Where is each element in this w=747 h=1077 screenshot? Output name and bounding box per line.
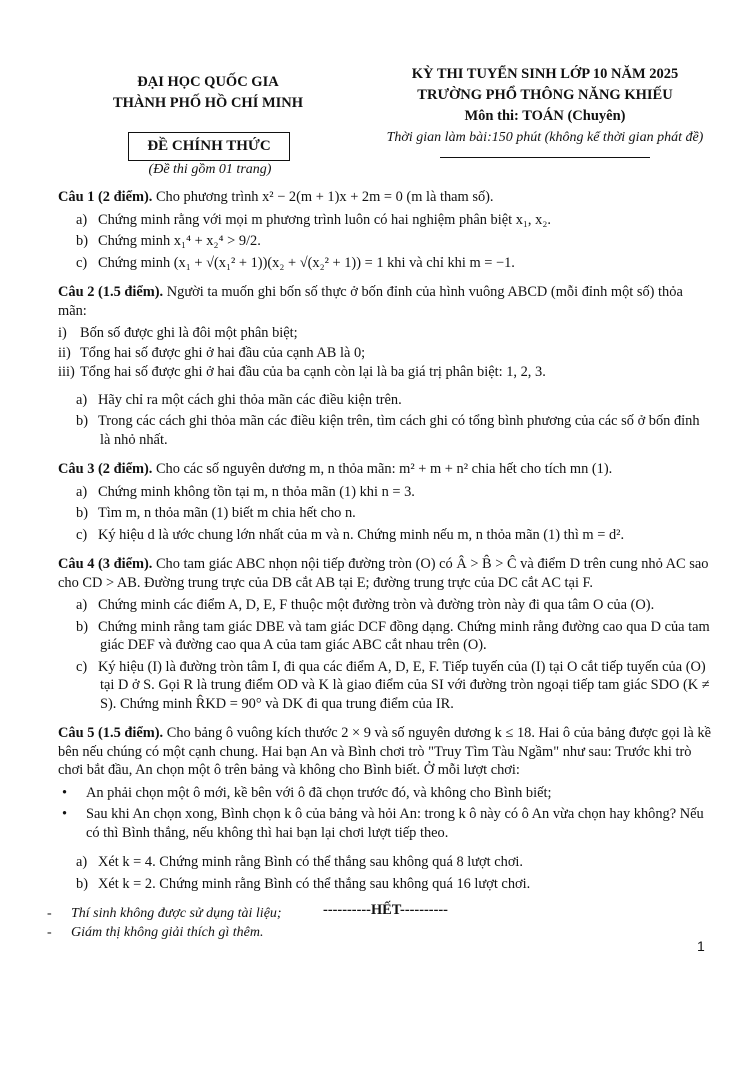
label-ii: ii): [58, 344, 71, 361]
condition-i-text: Bốn số được ghi là đôi một phân biệt;: [80, 325, 298, 341]
label-c: c): [76, 658, 88, 675]
exam-header: [370, 64, 720, 148]
label-c: c): [76, 254, 88, 271]
note-2: [47, 923, 282, 942]
label-b: b): [76, 413, 88, 429]
question-5-text: Cho bảng ô vuông kích thước 2 × 9 và số nguyên dương k ≤ 18. Hai ô của bảng được gọi là kề bên nếu chúng có một cạnh chung. Hai bạn An và Bình chơi trò "Truy Tìm Tàu Ngầm" như sau: Trước khi trò chơi bắt đầu, An chọn một ô trên bảng và không cho Bình biết. Ở mỗi lượt chơi:: [58, 725, 711, 778]
question-3a: [58, 483, 713, 502]
question-4-text: Cho tam giác ABC nhọn nội tiếp đường tròn (O) có Â > B̂ > Ĉ và điểm D trên cung nhỏ AC sao cho CD > AB. Đường trung trực của DB cắt AB tại E; đường trung trực của DC cắt AC tại F.: [58, 556, 709, 591]
label-b: b): [76, 618, 88, 635]
label-a: a): [76, 597, 88, 613]
label-c: c): [76, 526, 88, 543]
question-4b-text: Chứng minh rằng tam giác DBE và tam giác DCF đồng dạng. Chứng minh rằng đường cao qua D của tam giác DEF và đường cao qua A của tam giác ABC cắt nhau trên (O).: [98, 618, 710, 653]
question-2b-text: Trong các cách ghi thỏa mãn các điều kiện trên, tìm cách ghi có tổng bình phương của các số ở bốn đỉnh là nhỏ nhất.: [98, 413, 700, 448]
question-1c-text: Chứng minh (x₁ + √(x₁² + 1))(x₂ + √(x₂² + 1)) = 1 khi và chỉ khi m = −1.: [98, 254, 515, 271]
question-3a-text: Chứng minh không tồn tại m, n thỏa mãn (1) khi n = 3.: [98, 483, 415, 500]
label-b: b): [76, 505, 88, 521]
question-4a-text: Chứng minh các điểm A, D, E, F thuộc một đường tròn và đường tròn này đi qua tâm O của (O).: [98, 597, 655, 613]
question-4b: [58, 618, 713, 655]
bullet-icon: •: [62, 806, 68, 822]
note-1: [47, 904, 282, 923]
exam-title: KỲ THI TUYỂN SINH LỚP 10 NĂM 2025: [411, 66, 679, 82]
condition-iii: [58, 363, 713, 382]
note-1-text: Thí sinh không được sử dụng tài liệu;: [71, 906, 282, 921]
question-3c-text: Ký hiệu d là ước chung lớn nhất của m và n. Chứng minh nếu m, n thỏa mãn (1) thì m = d².: [98, 526, 625, 543]
page-number: 1: [697, 938, 705, 954]
end-marker: ----------HẾT----------: [323, 902, 448, 918]
question-2a: [58, 391, 713, 410]
question-5-head: Câu 5 (1.5 điểm).: [58, 725, 164, 741]
university-header: [88, 72, 328, 114]
university-name: ĐẠI HỌC QUỐC GIA: [137, 74, 279, 90]
dash: -: [47, 906, 52, 921]
question-5a-text: Xét k = 4. Chứng minh rằng Bình có thể thắng sau không quá 8 lượt chơi.: [98, 854, 524, 870]
label-b: b): [76, 233, 88, 249]
question-3-text: Cho các số nguyên dương m, n thỏa mãn: m² + m + n² chia hết cho tích mn (1).: [155, 461, 613, 477]
condition-i: [58, 324, 713, 343]
label-a: a): [76, 211, 88, 228]
label-i: i): [58, 325, 67, 341]
question-4a: [58, 596, 713, 615]
question-1c: [58, 254, 713, 273]
question-5b-text: Xét k = 2. Chứng minh rằng Bình có thể thắng sau không quá 16 lượt chơi.: [98, 875, 531, 892]
condition-ii-text: Tổng hai số được ghi ở hai đầu của cạnh AB là 0;: [80, 344, 366, 361]
rule-bullet-2-text: Sau khi An chọn xong, Bình chọn k ô của bảng và hỏi An: trong k ô này có ô An vừa chọn hay không? Nếu có thì Bình thắng, nếu không thì hai bạn lại chơi lượt tiếp theo.: [86, 806, 704, 841]
question-3b: [58, 504, 713, 523]
question-2: [58, 283, 713, 320]
label-b: b): [76, 875, 88, 892]
question-3c: [58, 526, 713, 545]
rule-bullet-1: [58, 784, 713, 803]
question-5b: [58, 875, 713, 894]
page-count-note: (Đề thi gồm 01 trang): [148, 162, 272, 177]
question-1-head: Câu 1 (2 điểm).: [58, 189, 153, 205]
condition-ii: [58, 344, 713, 363]
question-2b: [58, 412, 713, 449]
question-1a-text: Chứng minh rằng với mọi m phương trình luôn có hai nghiệm phân biệt x₁, x₂.: [98, 211, 551, 228]
exam-body: [58, 188, 713, 926]
question-2a-text: Hãy chỉ ra một cách ghi thỏa mãn các điều kiện trên.: [98, 391, 402, 408]
rule-bullet-2: [58, 805, 713, 842]
school-name: TRƯỜNG PHỔ THÔNG NĂNG KHIẾU: [417, 87, 673, 103]
official-exam-badge: ĐỀ CHÍNH THỨC: [128, 132, 290, 161]
label-a: a): [76, 854, 88, 870]
question-1b-text: Chứng minh x₁⁴ + x₂⁴ > 9/2.: [98, 233, 261, 249]
question-3-head: Câu 3 (2 điểm).: [58, 461, 153, 477]
question-2-text: Người ta muốn ghi bốn số thực ở bốn đỉnh của hình vuông ABCD (mỗi đỉnh một số) thỏa mãn:: [58, 284, 683, 319]
condition-iii-text: Tổng hai số được ghi ở hai đầu của ba cạnh còn lại là ba giá trị phân biệt: 1, 2, 3.: [80, 364, 546, 380]
question-3: [58, 460, 713, 479]
label-a: a): [76, 483, 88, 500]
note-2-text: Giám thị không giải thích gì thêm.: [71, 925, 264, 940]
label-a: a): [76, 391, 88, 408]
bullet-icon: •: [62, 784, 68, 801]
question-5: [58, 724, 713, 780]
label-iii: iii): [58, 364, 75, 380]
time-allowed: Thời gian làm bài:150 phút (không kể thời gian phát đề): [386, 130, 704, 145]
question-4-head: Câu 4 (3 điểm).: [58, 556, 153, 572]
question-1-text: Cho phương trình x² − 2(m + 1)x + 2m = 0 (m là tham số).: [155, 189, 494, 205]
question-2-head: Câu 2 (1.5 điểm).: [58, 284, 164, 300]
question-4c-text: Ký hiệu (I) là đường tròn tâm I, đi qua các điểm A, D, E, F. Tiếp tuyến của (I) tại O cắt tiếp tuyến của (O) tại D ở S. Gọi R là trung điểm OD và K là giao điểm của SI với đường tròn ngoại tiếp tam giác SDO (K ≠ S). Chứng minh R̂KD = 90° và DK đi qua trung điểm của IR.: [98, 658, 710, 712]
question-5a: [58, 853, 713, 872]
question-4: [58, 555, 713, 592]
exam-notes: [47, 904, 282, 942]
header-rule: [440, 157, 650, 158]
question-3b-text: Tìm m, n thỏa mãn (1) biết m chia hết cho n.: [98, 505, 356, 521]
rule-bullet-1-text: An phải chọn một ô mới, kề bên với ô đã chọn trước đó, và không cho Bình biết;: [86, 784, 552, 801]
subject: Môn thi: TOÁN (Chuyên): [464, 108, 626, 124]
question-1b: [58, 232, 713, 251]
city-name: THÀNH PHỐ HỒ CHÍ MINH: [112, 95, 304, 111]
question-1: [58, 188, 713, 207]
question-1a: [58, 211, 713, 230]
dash: -: [47, 925, 52, 940]
question-4c: [58, 658, 713, 714]
